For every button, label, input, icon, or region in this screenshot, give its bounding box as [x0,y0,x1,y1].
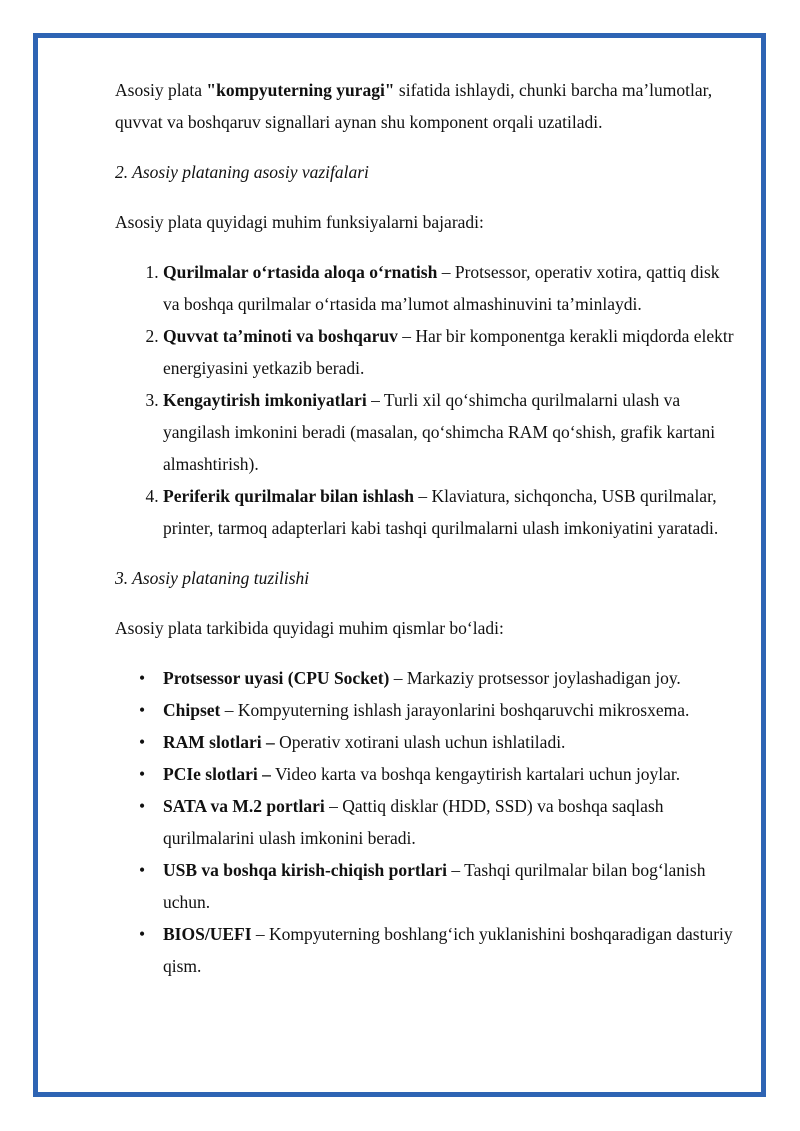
section-2-heading: 2. Asosiy plataning asosiy vazifalari [115,162,369,182]
item-desc: – Tashqi qurilmalar bilan bog‘lanish uchun. [163,860,706,912]
item-term: SATA va M.2 portlari [163,796,325,816]
item-term: RAM slotlari – [163,732,275,752]
item-desc: – Turli xil qo‘shimcha qurilmalarni ulash va yangilash imkonini beradi (masalan, qo‘shimcha RAM qo‘shish, grafik kartani almashtirish). [163,390,716,474]
intro-paragraph [115,74,735,138]
list-item [163,694,735,726]
intro-bold: "kompyuterning yuragi" [206,80,395,100]
item-desc: – Markaziy protsessor joylashadigan joy. [389,668,681,688]
item-desc: Operativ xotirani ulash uchun ishlatiladi. [274,732,566,752]
list-item [163,384,735,480]
section-3-heading: 3. Asosiy plataning tuzilishi [115,568,310,588]
item-desc: – Har bir komponentga kerakli miqdorda elektr energiyasini yetkazib beradi. [163,326,734,378]
list-item [163,256,735,320]
item-term: USB va boshqa kirish-chiqish portlari [163,860,447,880]
list-item [163,726,735,758]
list-item [163,918,735,982]
list-item [163,480,735,544]
item-desc: – Kompyuterning boshlang‘ich yuklanishini boshqaradigan dasturiy qism. [163,924,733,976]
item-term: Quvvat ta’minoti va boshqaruv [163,326,398,346]
item-desc: – Protsessor, operativ xotira, qattiq disk va boshqa qurilmalar o‘rtasida ma’lumot almashinuvini ta’minlaydi. [163,262,720,314]
functions-list [115,256,735,544]
item-desc: – Klaviatura, sichqoncha, USB qurilmalar, printer, tarmoq adapterlari kabi tashqi qurilmalarni ulash imkoniyatini yaratadi. [163,486,719,538]
item-desc: – Qattiq disklar (HDD, SSD) va boshqa saqlash qurilmalarini ulash imkonini beradi. [163,796,664,848]
item-term: Qurilmalar o‘rtasida aloqa o‘rnatish [163,262,438,282]
components-list [115,662,735,982]
item-term: PCIe slotlari – [163,764,271,784]
item-desc: Video karta va boshqa kengaytirish kartalari uchun joylar. [270,764,681,784]
item-term: BIOS/UEFI [163,924,252,944]
list-item [163,320,735,384]
list-item [163,854,735,918]
intro-pre: Asosiy plata [115,80,207,100]
list-item [163,790,735,854]
section-2-lead: Asosiy plata quyidagi muhim funksiyalarni bajaradi: [115,212,484,232]
item-term: Periferik qurilmalar bilan ishlash [163,486,415,506]
list-item [163,662,735,694]
list-item [163,758,735,790]
section-3-lead: Asosiy plata tarkibida quyidagi muhim qismlar bo‘ladi: [115,618,504,638]
item-desc: – Kompyuterning ishlash jarayonlarini boshqaruvchi mikrosxema. [220,700,690,720]
item-term: Kengaytirish imkoniyatlari [163,390,367,410]
intro-post: sifatida ishlaydi, chunki barcha ma’lumotlar, quvvat va boshqaruv signallari aynan shu komponent orqali uzatiladi. [115,80,713,132]
item-term: Chipset [163,700,221,720]
item-term: Protsessor uyasi (CPU Socket) [163,668,390,688]
document-body [115,74,735,1000]
